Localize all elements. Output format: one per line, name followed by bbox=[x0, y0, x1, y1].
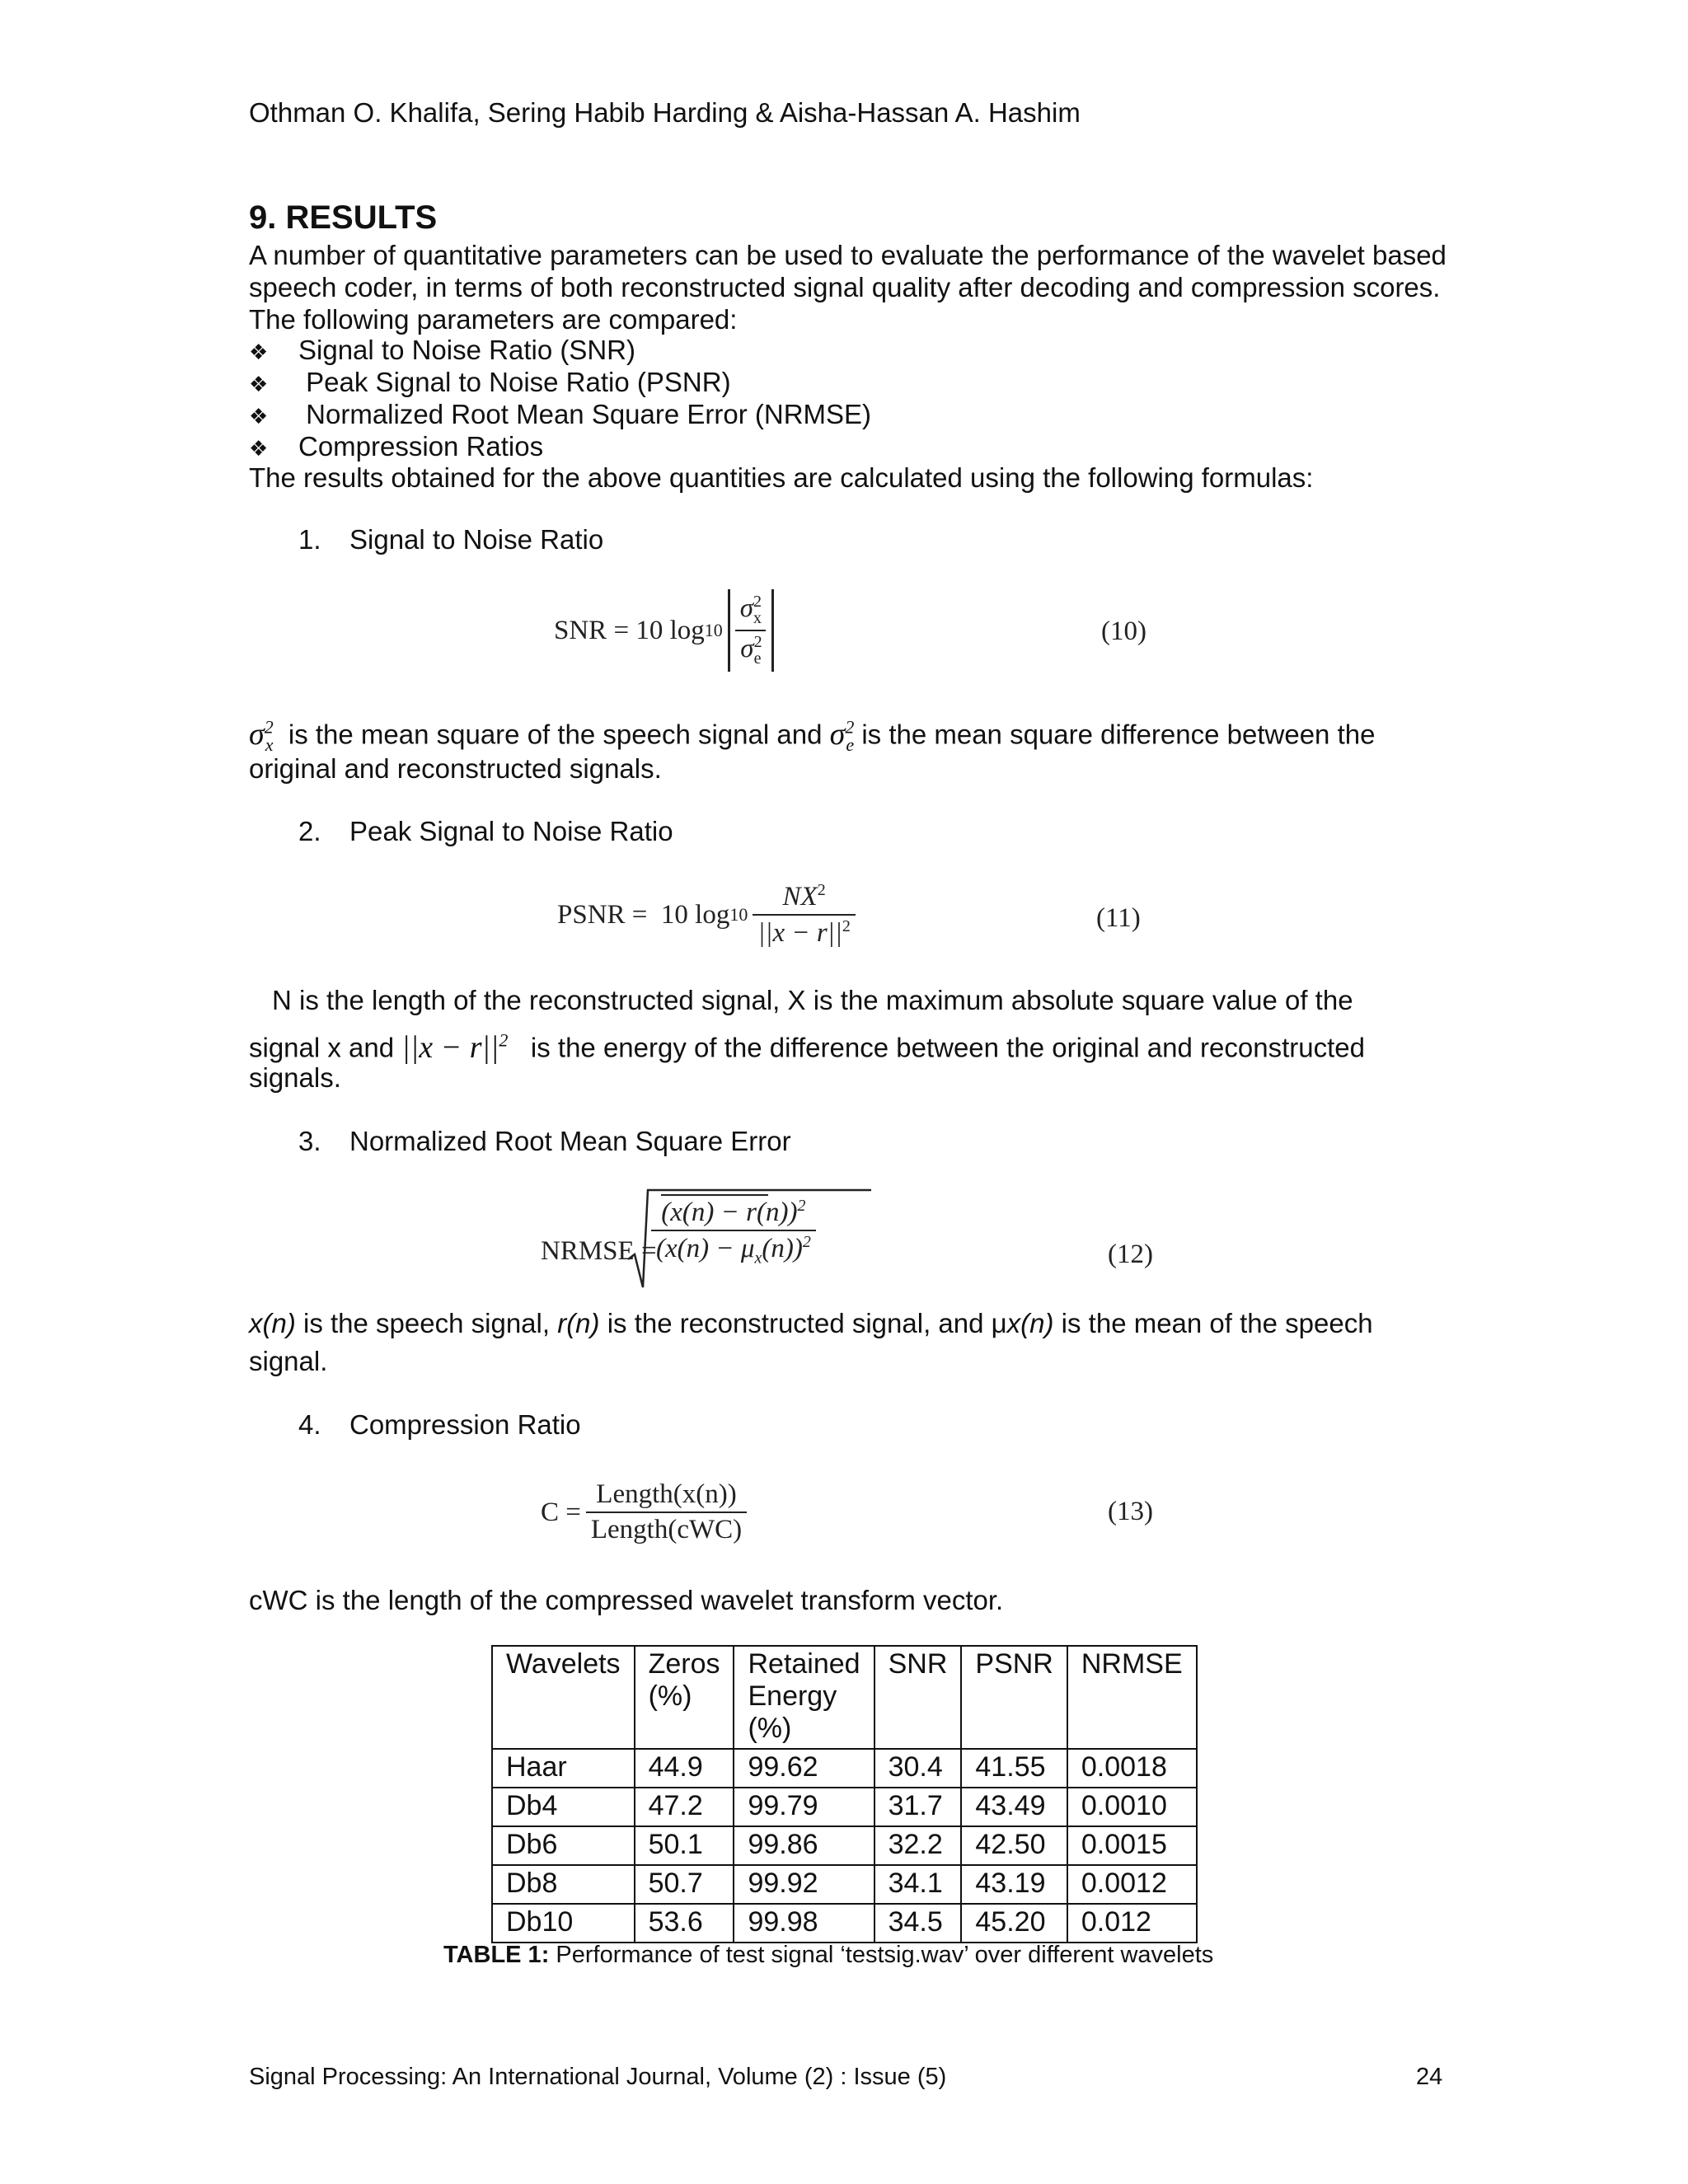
equation-number-12: (12) bbox=[1108, 1240, 1153, 1269]
equation-10: SNR = 10 log 10 $\frac{\sigma^2_x}{\sigma^2_e}$ bbox=[554, 585, 774, 676]
item-heading-nrmse: 3. Normalized Root Mean Square Error bbox=[298, 1126, 791, 1156]
table-cell: Db8 bbox=[492, 1865, 635, 1904]
table-cell: 0.0015 bbox=[1067, 1826, 1197, 1865]
table-caption: TABLE 1: Performance of test signal ‘testsig.wav’ over different wavelets bbox=[443, 1942, 1214, 1968]
equation-13: C = $\frac{\text{Length(x(n))}}{\text{Length(cWC)}}$ bbox=[541, 1467, 747, 1558]
results-intro: The results obtained for the above quantities are calculated using the following formulas: bbox=[249, 462, 1314, 493]
table-row bbox=[492, 1904, 1197, 1943]
list-item: ❖ Compression Ratios bbox=[249, 430, 871, 462]
bracket: $\frac{\sigma^2_x}{\sigma^2_e}$ bbox=[728, 589, 774, 671]
table-cell: 47.2 bbox=[635, 1788, 734, 1826]
column-header: Wavelets bbox=[492, 1646, 635, 1749]
column-header: Zeros (%) bbox=[635, 1646, 734, 1749]
table-cell: Db6 bbox=[492, 1826, 635, 1865]
section-heading: 9. RESULTS bbox=[249, 199, 438, 236]
equation-number-11: (11) bbox=[1096, 903, 1141, 933]
equation-12-lhs: NRMSE = bbox=[541, 1236, 657, 1266]
intro-paragraph: A number of quantitative parameters can be used to evaluate the performance of the wavelet based speech coder, in terms of both reconstructed signal quality after decoding and compression scores. The following parameters are compared: bbox=[249, 240, 1447, 335]
snr-description: $\sigma^2_x$ is the mean square of the speech signal and $\sigma^2_e$ is the mean square difference between the bbox=[249, 716, 1376, 756]
table-cell: 99.92 bbox=[734, 1865, 874, 1904]
item-heading-compression: 4. Compression Ratio bbox=[298, 1409, 581, 1440]
table-row bbox=[492, 1749, 1197, 1788]
item-heading-snr: 1. Signal to Noise Ratio bbox=[298, 524, 604, 555]
table-cell: 99.79 bbox=[734, 1788, 874, 1826]
equation-number-13: (13) bbox=[1108, 1497, 1153, 1526]
table-cell: 0.0012 bbox=[1067, 1865, 1197, 1904]
psnr-description-line2: signal x and $||x - r||^2$ is the energy of the difference between the original and reconstructed bbox=[249, 1029, 1365, 1065]
table-cell: 50.1 bbox=[635, 1826, 734, 1865]
table-cell: 43.19 bbox=[961, 1865, 1067, 1904]
page-number: 24 bbox=[1416, 2064, 1443, 2090]
table-cell: 32.2 bbox=[874, 1826, 962, 1865]
journal-footer: Signal Processing: An International Journal, Volume (2) : Issue (5) bbox=[249, 2064, 947, 2090]
table-cell: 34.1 bbox=[874, 1865, 962, 1904]
norm-symbol: $||x - r||^2$ bbox=[401, 1029, 509, 1065]
diamond-bullet-icon: ❖ bbox=[249, 405, 269, 429]
sigma-e-symbol: $\sigma^2_e$ bbox=[829, 716, 855, 756]
table-cell: 53.6 bbox=[635, 1904, 734, 1943]
list-item: ❖ Normalized Root Mean Square Error (NRMSE) bbox=[249, 398, 871, 430]
table-row bbox=[492, 1826, 1197, 1865]
equation-number-10: (10) bbox=[1101, 616, 1146, 646]
list-item: ❖ Signal to Noise Ratio (SNR) bbox=[249, 334, 871, 366]
table-cell: 41.55 bbox=[961, 1749, 1067, 1788]
table-cell: 34.5 bbox=[874, 1904, 962, 1943]
list-item: ❖ Peak Signal to Noise Ratio (PSNR) bbox=[249, 366, 871, 398]
snr-description-cont: original and reconstructed signals. bbox=[249, 753, 662, 784]
item-heading-psnr: 2. Peak Signal to Noise Ratio bbox=[298, 816, 673, 846]
psnr-description: N is the length of the reconstructed signal, X is the maximum absolute square value of the bbox=[272, 985, 1353, 1015]
compression-description: cWC is the length of the compressed wavelet transform vector. bbox=[249, 1585, 1004, 1615]
table-cell: 0.0018 bbox=[1067, 1749, 1197, 1788]
table-cell: Db10 bbox=[492, 1904, 635, 1943]
results-table bbox=[491, 1645, 1198, 1943]
nrmse-description-cont: signal. bbox=[249, 1346, 328, 1376]
table-cell: 43.49 bbox=[961, 1788, 1067, 1826]
column-header: SNR bbox=[874, 1646, 962, 1749]
sigma-x-symbol: $\sigma^2_x$ bbox=[249, 716, 274, 756]
table-cell: 0.0010 bbox=[1067, 1788, 1197, 1826]
table-cell: 99.98 bbox=[734, 1904, 874, 1943]
table-cell: Db4 bbox=[492, 1788, 635, 1826]
diamond-bullet-icon: ❖ bbox=[249, 340, 269, 365]
table-header-row bbox=[492, 1646, 1197, 1749]
psnr-description-line3: signals. bbox=[249, 1062, 341, 1093]
table-cell: 50.7 bbox=[635, 1865, 734, 1904]
table-cell: 45.20 bbox=[961, 1904, 1067, 1943]
table-cell: 99.62 bbox=[734, 1749, 874, 1788]
equation-12: $\frac{(x(n) - r(n))^2}{(x(n) - \mu_x(n))^2}$ bbox=[628, 1187, 875, 1296]
nrmse-description: x(n) is the speech signal, r(n) is the reconstructed signal, and μx(n) is the mean of the speech bbox=[249, 1308, 1373, 1338]
diamond-bullet-icon: ❖ bbox=[249, 373, 269, 397]
column-header: NRMSE bbox=[1067, 1646, 1197, 1749]
table-row bbox=[492, 1865, 1197, 1904]
parameter-list bbox=[249, 334, 871, 462]
column-header: Retained Energy (%) bbox=[734, 1646, 874, 1749]
table-row bbox=[492, 1788, 1197, 1826]
diamond-bullet-icon: ❖ bbox=[249, 437, 269, 462]
table-cell: 44.9 bbox=[635, 1749, 734, 1788]
column-header: PSNR bbox=[961, 1646, 1067, 1749]
equation-11: PSNR = 10 log 10 $\frac{NX^2}{||x - r||^2}$ bbox=[557, 874, 856, 956]
table-cell: Haar bbox=[492, 1749, 635, 1788]
table-cell: 99.86 bbox=[734, 1826, 874, 1865]
running-header: Othman O. Khalifa, Sering Habib Harding & Aisha-Hassan A. Hashim bbox=[249, 97, 1081, 128]
table-cell: 31.7 bbox=[874, 1788, 962, 1826]
table-cell: 0.012 bbox=[1067, 1904, 1197, 1943]
table-cell: 42.50 bbox=[961, 1826, 1067, 1865]
table-cell: 30.4 bbox=[874, 1749, 962, 1788]
